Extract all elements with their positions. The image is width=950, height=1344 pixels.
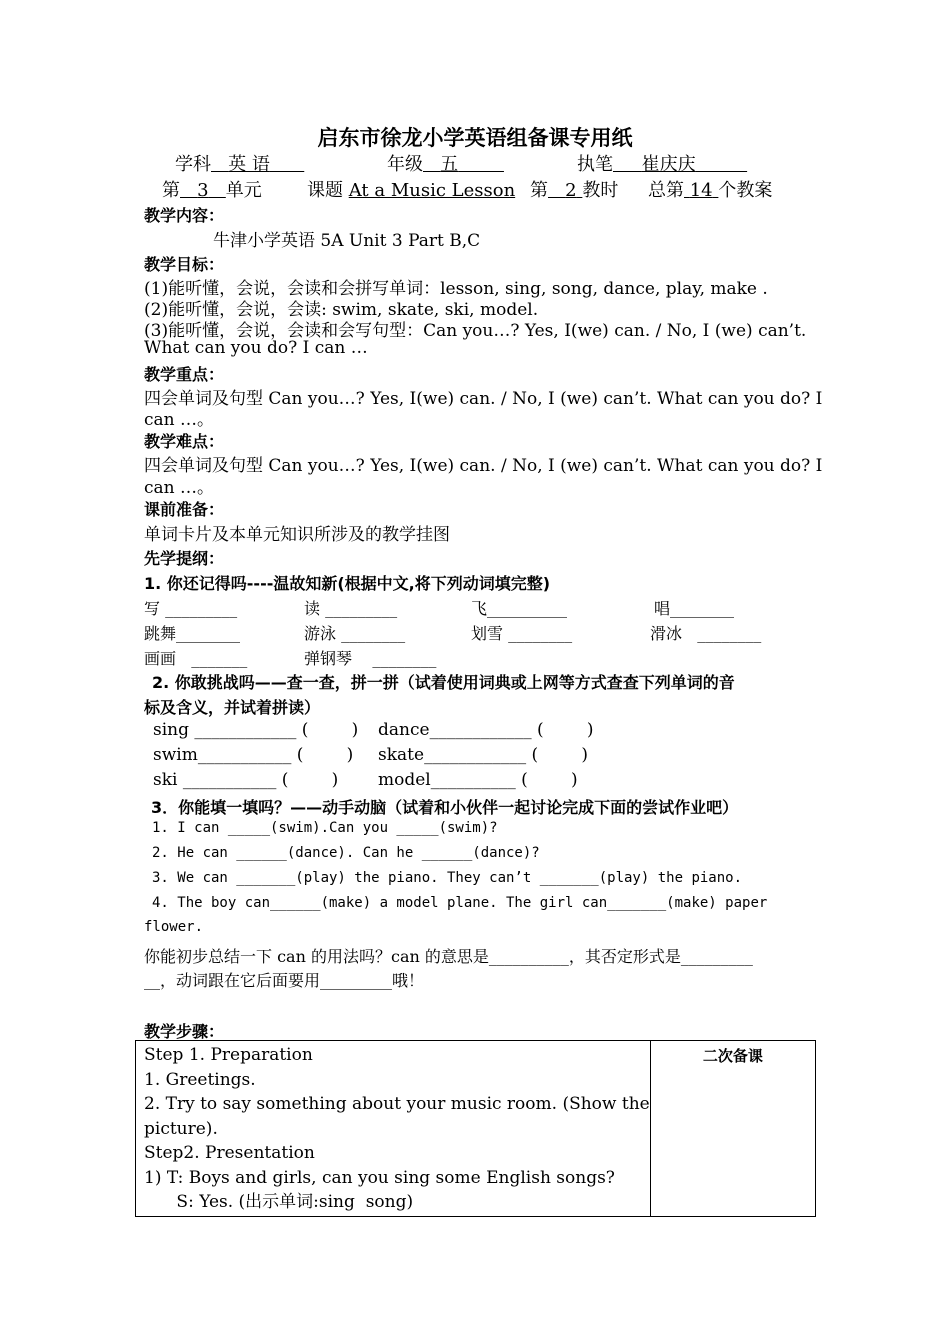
q2-word-sing: sing ____________ ( ) (153, 720, 359, 740)
q1-word-swim: 游泳 ________ (304, 624, 406, 643)
objective-3: (3)能听懂，会说，会读和会写句型：Can you…? Yes, I(we) can. / No, I (we) can’t. (144, 321, 807, 341)
step-line: picture). (144, 1118, 218, 1139)
step-line: 1) T: Boys and girls, can you sing some English songs? (144, 1167, 615, 1188)
q2-word-model: model__________ ( ) (378, 770, 578, 790)
objectives-heading: 教学目标： (144, 255, 225, 274)
steps-table (135, 1040, 816, 1217)
key-points-line-1: 四会单词及句型 Can you…? Yes, I(we) can. / No, I (we) can’t. What can you do? I (144, 389, 823, 409)
summary-line-1: 你能初步总结一下 can 的用法吗？can 的意思是__________，其否定形式是_________ (144, 947, 753, 966)
q3-item-3: 3. We can _______(play) the piano. They can’t _______(play) the piano. (152, 870, 743, 886)
preparation-text: 单词卡片及本单元知识所涉及的教学挂图 (144, 525, 450, 545)
step-line: Step2. Presentation (144, 1143, 315, 1163)
page-title: 启东市徐龙小学英语组备课专用纸 (317, 125, 633, 150)
topic-field: 课题 At a Music Lesson (307, 180, 516, 201)
second-prep-heading: 二次备课 (702, 1047, 763, 1065)
preparation-heading: 课前准备： (144, 500, 225, 519)
q3-title: 3．你能填一填吗？——动手动脑（试着和小伙伴一起讨论完成下面的尝试作业吧） (151, 798, 739, 817)
q1-word-piano: 弹钢琴 ________ (304, 649, 437, 668)
objective-2: (2)能听懂，会说，会读: swim, skate, ski, model. (144, 300, 539, 320)
q3-item-1: 1. I can _____(swim).Can you _____(swim)? (152, 820, 498, 836)
difficulties-line-1: 四会单词及句型 Can you…? Yes, I(we) can. / No, I (we) can’t. What can you do? I (144, 456, 823, 476)
q1-word-ski: 划雪 ________ (471, 624, 573, 643)
second-prep-cell (650, 1041, 815, 1217)
step-line: 2. Try to say something about your music room. (Show the (144, 1094, 650, 1114)
steps-heading: 教学步骤： (144, 1022, 225, 1041)
q2-word-swim: swim___________ ( ) (153, 745, 354, 765)
difficulties-line-2: can …。 (144, 478, 215, 498)
q1-word-read: 读 _________ (304, 599, 398, 618)
q1-word-fly: 飞__________ (471, 599, 568, 618)
objective-3-cont: What can you do? I can … (144, 338, 368, 358)
preview-heading: 先学提纲： (144, 549, 225, 568)
total-field: 总第 14 个教案 (648, 180, 773, 201)
objective-1: (1)能听懂，会说，会读和会拼写单词：lesson, sing, song, dance, play, make . (144, 279, 768, 299)
difficulties-heading: 教学难点： (144, 432, 225, 451)
q1-word-draw: 画画 _______ (144, 649, 248, 668)
summary-line-2: __，动词跟在它后面要用_________哦！ (144, 971, 425, 990)
key-points-line-2: can …。 (144, 410, 215, 430)
q3-item-2: 2. He can ______(dance). Can he ______(dance)? (152, 845, 540, 861)
q2-word-dance: dance____________ ( ) (378, 720, 594, 740)
key-points-heading: 教学重点： (144, 365, 225, 384)
q2-word-ski: ski ___________ ( ) (153, 770, 339, 790)
step-line: Step 1. Preparation (144, 1045, 313, 1065)
q1-word-skate: 滑冰 ________ (650, 624, 762, 643)
period-field: 第 2 教时 (530, 180, 619, 201)
steps-cell (136, 1041, 651, 1217)
q2-word-skate: skate____________ ( ) (378, 745, 588, 765)
unit-field: 第 3 单元 (162, 180, 262, 201)
q1-title: 1. 你还记得吗----温故知新(根据中文,将下列动词填完整) (144, 574, 551, 593)
q1-word-write: 写 _________ (144, 599, 238, 618)
q1-word-dance: 跳舞________ (144, 624, 241, 643)
q2-title: 2. 你敢挑战吗——查一查，拼一拼（试着使用词典或上网等方式查查下列单词的音 (152, 673, 735, 692)
step-line: S: Yes. (出示单词:sing song) (144, 1192, 414, 1212)
q1-word-sing: 唱________ (654, 599, 735, 618)
q3-item-4: 4. The boy can______(make) a model plane. The girl can_______(make) paper (152, 895, 768, 911)
content-text: 牛津小学英语 5A Unit 3 Part B,C (213, 231, 481, 251)
content-heading: 教学内容： (144, 206, 225, 225)
q3-item-4-cont: flower. (144, 919, 204, 935)
author-field: 执笔 崔庆庆 (577, 154, 696, 175)
subject-field: 学科 英 语 (175, 154, 270, 175)
q2-title-cont: 标及含义，并试着拼读） (144, 698, 321, 717)
step-line: 1. Greetings. (144, 1069, 256, 1090)
grade-field: 年级 五 (387, 154, 459, 175)
